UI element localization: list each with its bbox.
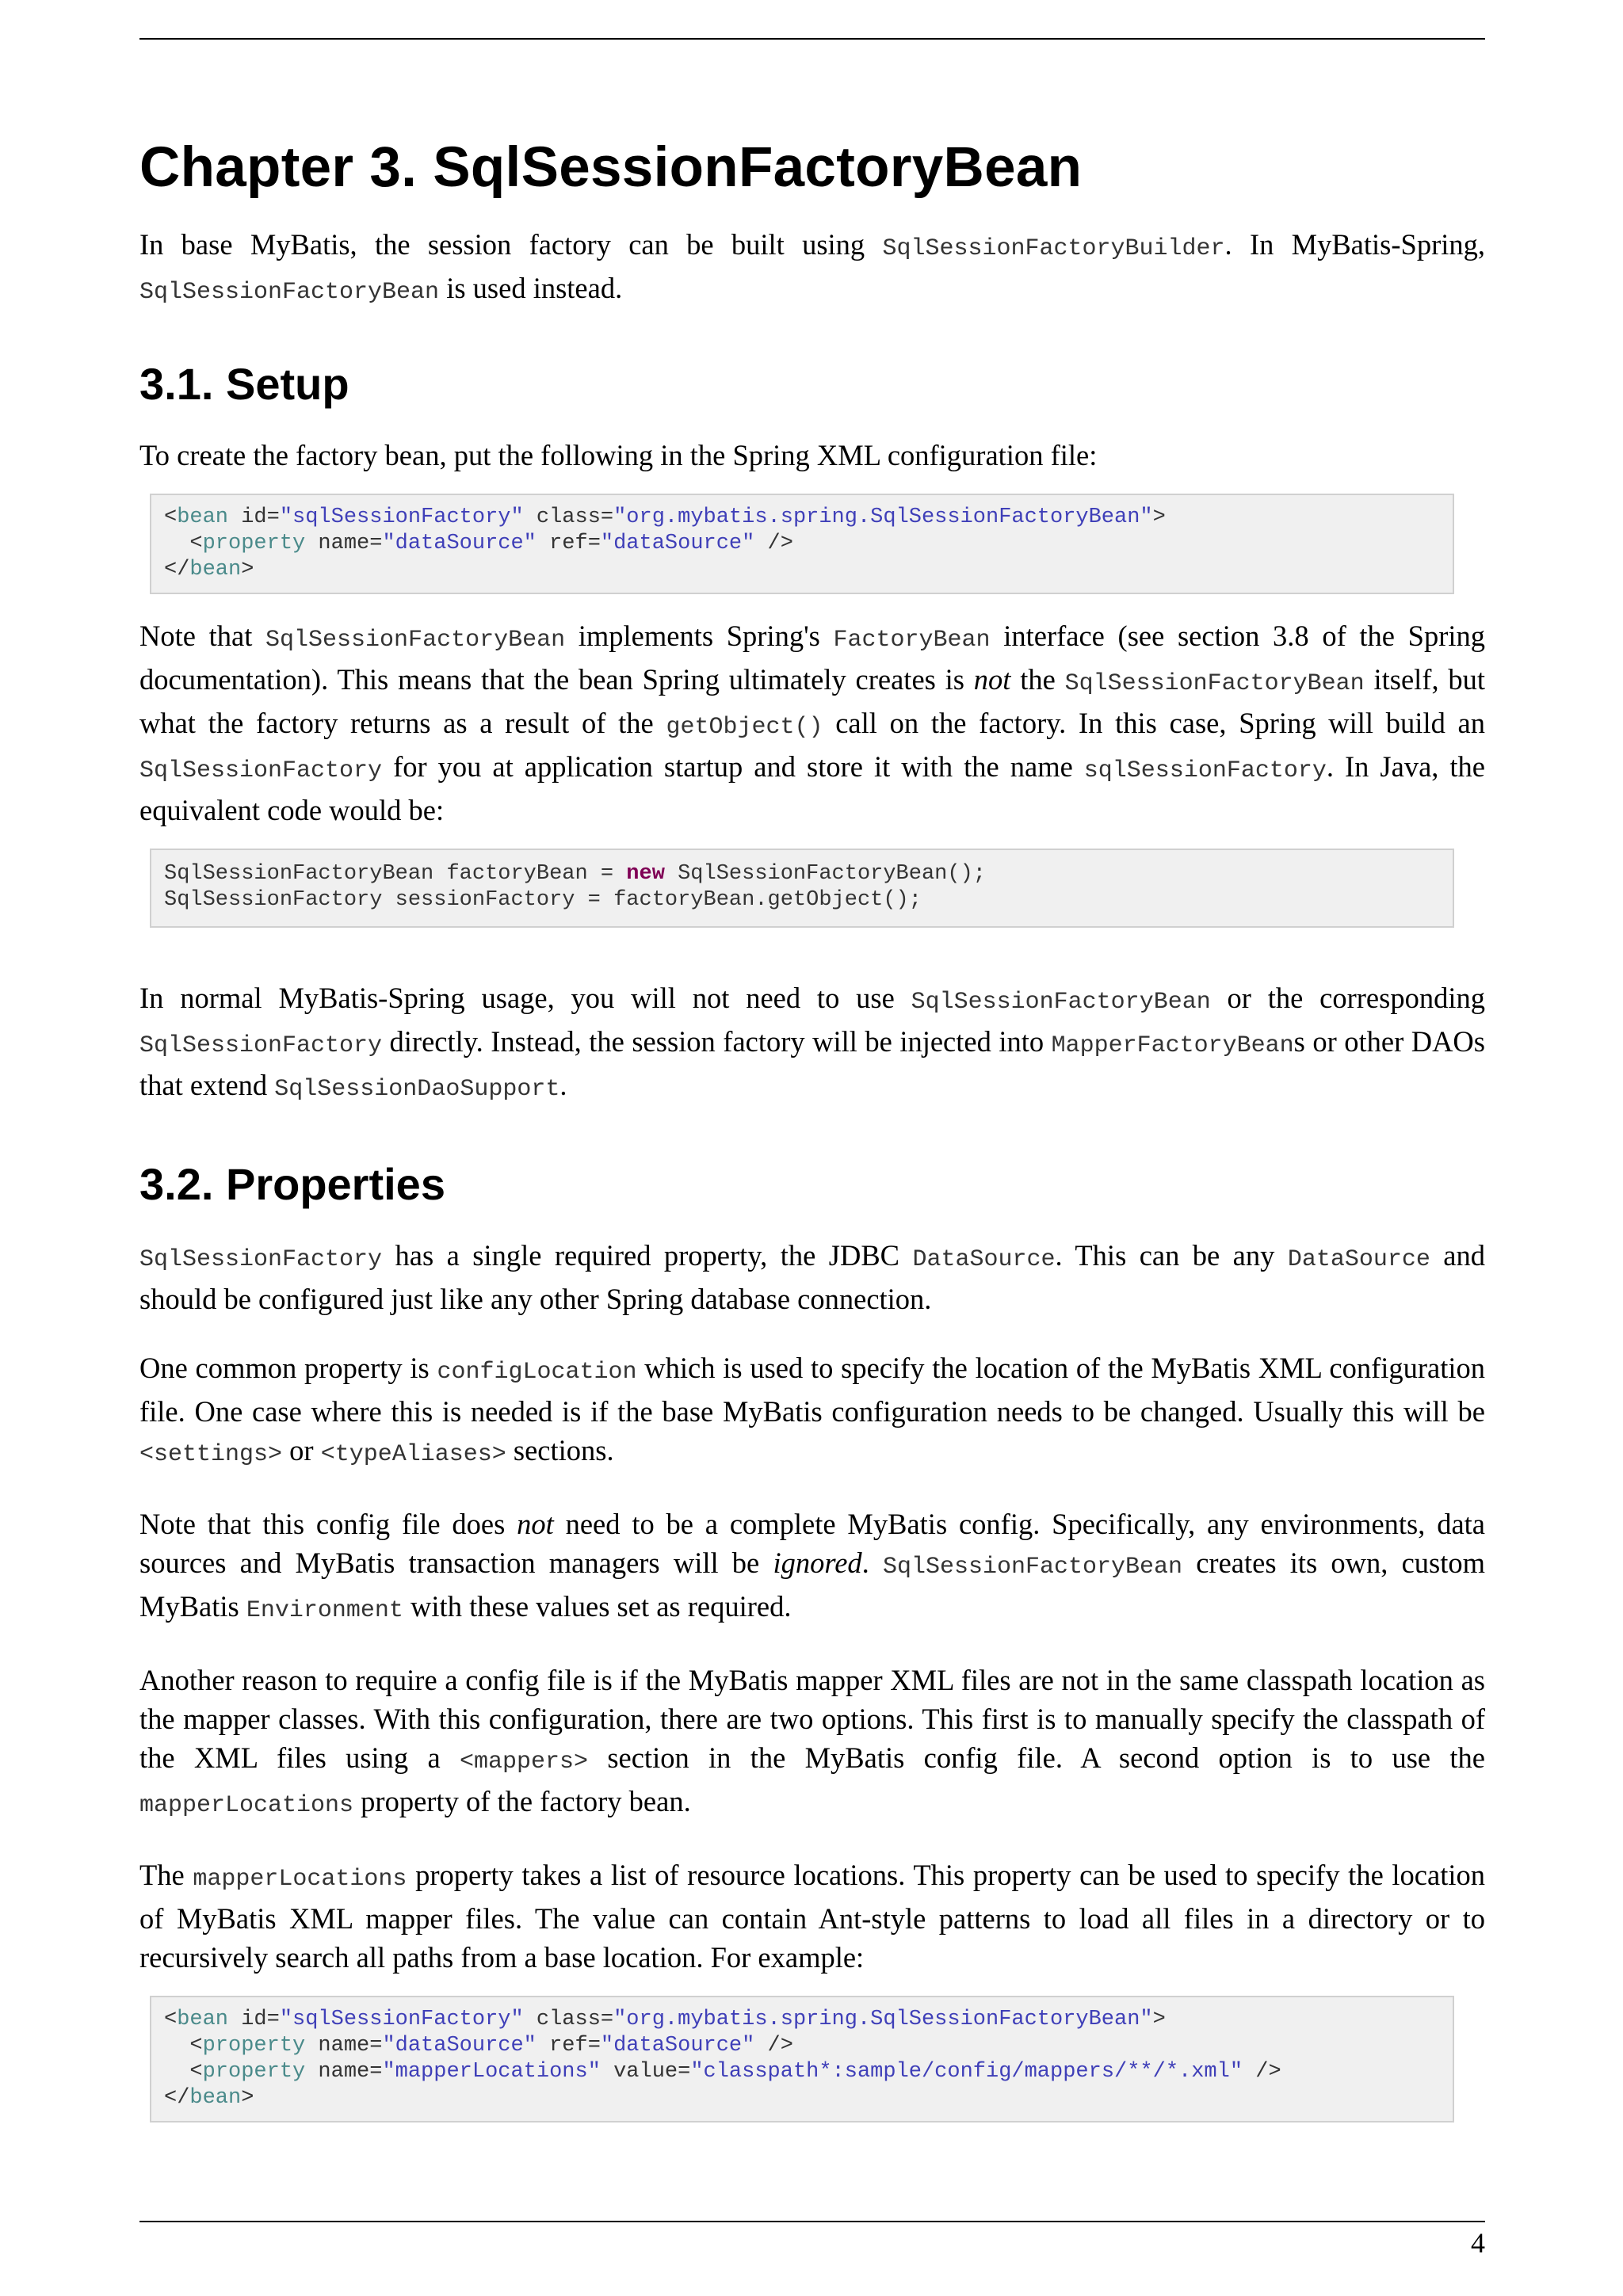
code-token: property (202, 2034, 306, 2058)
text-run: section in the MyBatis config file. A second option is to use the (588, 1741, 1485, 1774)
code-token: ref= (536, 2034, 601, 2058)
code-token: "dataSource" (600, 532, 755, 555)
code-token: "dataSource" (600, 2034, 755, 2058)
header-rule (139, 38, 1485, 40)
inline-code: Environment (246, 1597, 403, 1624)
intro-paragraph (139, 225, 1485, 312)
inline-code: SqlSessionDaoSupport (274, 1076, 560, 1103)
inline-code: sqlSessionFactory (1083, 757, 1327, 784)
inline-code: getObject() (666, 714, 823, 741)
inline-code: SqlSessionFactoryBuilder (882, 235, 1225, 262)
text-run: The (139, 1859, 193, 1891)
code-token: "classpath*:sample/config/mappers/**/*.xml" (690, 2060, 1243, 2084)
properties-paragraph-1 (139, 1236, 1485, 1318)
code-token: SqlSessionFactoryBean(); (664, 862, 986, 886)
code-token: "org.mybatis.spring.SqlSessionFactoryBean" (613, 505, 1153, 529)
code-block-xml-mapper-locations (150, 1996, 1454, 2122)
text-run: is used instead. (439, 272, 623, 304)
code-token: < (164, 532, 203, 555)
setup-paragraph-2 (139, 616, 1485, 830)
code-token: /> (1243, 2060, 1281, 2084)
properties-paragraph-2 (139, 1348, 1485, 1474)
code-token: "dataSource" (382, 2034, 537, 2058)
code-block-java (150, 849, 1454, 928)
code-token: bean (189, 2086, 242, 2110)
code-token: name= (305, 2060, 383, 2084)
code-block-xml-setup (150, 494, 1454, 594)
inline-code: DataSource (1287, 1246, 1430, 1273)
code-token: name= (305, 2034, 383, 2058)
code-token: "dataSource" (382, 532, 537, 555)
properties-paragraph-5 (139, 1855, 1485, 1977)
footer-rule (139, 2221, 1485, 2222)
text-run: In base MyBatis, the session factory can be built using (139, 228, 883, 261)
code-token: > (241, 2086, 254, 2110)
code-token: > (1152, 505, 1166, 529)
text-run: creates its own, custom MyBatis (139, 1547, 1486, 1623)
text-run: . In MyBatis-Spring, (1224, 228, 1485, 261)
section-heading-properties: 3.2. Properties (139, 1159, 445, 1209)
code-token: < (164, 2034, 203, 2058)
text-run: Note that (139, 620, 266, 652)
code-token: < (164, 2060, 203, 2084)
text-run: . (861, 1547, 883, 1579)
inline-code: DataSource (912, 1246, 1056, 1273)
code-token: "org.mybatis.spring.SqlSessionFactoryBean" (613, 2008, 1153, 2031)
inline-code: <settings> (139, 1441, 283, 1468)
code-token: </ (164, 2086, 190, 2110)
inline-code: SqlSessionFactory (139, 757, 383, 784)
setup-paragraph-1: To create the factory bean, put the following in the Spring XML configuration file: (139, 439, 1098, 471)
text-run: s or other DAOs that extend (139, 1025, 1485, 1101)
text-run: and should be configured just like any other Spring database connection. (139, 1239, 1485, 1315)
text-run: or (282, 1434, 321, 1466)
text-run: . (559, 1069, 567, 1101)
page-number: 4 (1471, 2227, 1485, 2259)
code-token: class= (523, 505, 614, 529)
code-token: < (164, 505, 178, 529)
inline-code: SqlSessionFactoryBean (911, 989, 1211, 1016)
code-token: class= (523, 2008, 614, 2031)
text-run: property takes a list of resource locations. This property can be used to specify the location of MyBatis XML mapper files. The value can contain Ant-style patterns to load all files in a directory or to recursively search all paths from a base location. For example: (139, 1859, 1485, 1974)
inline-code: SqlSessionFactoryBean (139, 279, 440, 306)
text-run: has a single required property, the JDBC (382, 1239, 913, 1272)
text-run: . This can be any (1055, 1239, 1288, 1272)
text-run: itself, but what the factory returns as a result of the (139, 663, 1485, 739)
code-token: SqlSessionFactory sessionFactory = factoryBean.getObject(); (164, 888, 922, 912)
inline-code: SqlSessionFactoryBean (1064, 670, 1365, 697)
inline-code: SqlSessionFactory (139, 1032, 383, 1059)
code-token: /> (754, 2034, 793, 2058)
inline-code: configLocation (437, 1359, 637, 1386)
code-token: "mapperLocations" (382, 2060, 601, 2084)
code-token: </ (164, 558, 190, 582)
text-run: the (1010, 663, 1065, 696)
code-token: bean (189, 558, 242, 582)
text-run: sections. (506, 1434, 614, 1466)
text-run: need to be a complete MyBatis config. Specifically, any environments, data sources and MyBatis transaction managers will be (139, 1508, 1485, 1579)
code-token: bean (177, 505, 229, 529)
page-content (139, 136, 1485, 2122)
properties-paragraph-3 (139, 1505, 1485, 1630)
code-token: name= (305, 532, 383, 555)
inline-code: <typeAliases> (320, 1441, 506, 1468)
code-token: property (202, 2060, 306, 2084)
inline-code: MapperFactoryBean (1051, 1032, 1294, 1059)
code-token: ref= (536, 532, 601, 555)
chapter-title: Chapter 3. SqlSessionFactoryBean (139, 136, 1083, 199)
text-run: Another reason to require a config file is if the MyBatis mapper XML files are not in the same classpath location as the mapper classes. With this configuration, there are two options. This first is to manually specify the classpath of the XML files using a (139, 1664, 1485, 1774)
properties-paragraph-4 (139, 1661, 1485, 1825)
text-run: In normal MyBatis-Spring usage, you will not need to use (139, 982, 911, 1014)
inline-code: mapperLocations (193, 1866, 407, 1893)
code-token: > (241, 558, 254, 582)
inline-code: mapperLocations (139, 1792, 354, 1819)
code-token: /> (754, 532, 793, 555)
setup-paragraph-3 (139, 978, 1485, 1109)
emphasis: not (973, 663, 1011, 696)
emphasis: ignored (773, 1547, 862, 1579)
inline-code: SqlSessionFactory (139, 1246, 383, 1273)
code-token: "sqlSessionFactory" (279, 2008, 524, 2031)
text-run: or the corresponding (1210, 982, 1485, 1014)
code-token: id= (228, 505, 280, 529)
code-token: > (1152, 2008, 1166, 2031)
inline-code: FactoryBean (833, 627, 991, 654)
text-run: for you at application startup and store it with the name (382, 750, 1084, 783)
code-keyword: new (626, 862, 665, 886)
text-run: property of the factory bean. (353, 1785, 691, 1817)
text-run: call on the factory. In this case, Spring will build an (823, 707, 1486, 739)
code-token: value= (600, 2060, 691, 2084)
code-token: bean (177, 2008, 229, 2031)
inline-code: <mappers> (460, 1749, 589, 1775)
text-run: directly. Instead, the session factory will be injected into (382, 1025, 1052, 1058)
emphasis: not (517, 1508, 554, 1540)
text-run: One common property is (139, 1352, 437, 1384)
code-token: property (202, 532, 306, 555)
text-run: which is used to specify the location of the MyBatis XML configuration file. One case where this is needed is if the base MyBatis configuration needs to be changed. Usually this will be (139, 1352, 1485, 1428)
code-token: < (164, 2008, 178, 2031)
text-run: implements Spring's (565, 620, 834, 652)
code-token: id= (228, 2008, 280, 2031)
text-run: Note that this config file does (139, 1508, 517, 1540)
text-run: . In Java, the equivalent code would be: (139, 750, 1485, 826)
text-run: with these values set as required. (403, 1590, 792, 1623)
section-heading-setup: 3.1. Setup (139, 359, 349, 409)
inline-code: SqlSessionFactoryBean (882, 1554, 1183, 1581)
inline-code: SqlSessionFactoryBean (265, 627, 566, 654)
code-token: SqlSessionFactoryBean factoryBean = (164, 862, 627, 886)
code-token: "sqlSessionFactory" (279, 505, 524, 529)
text-run: interface (see section 3.8 of the Spring documentation). This means that the bean Spring ultimately creates is (139, 620, 1486, 696)
